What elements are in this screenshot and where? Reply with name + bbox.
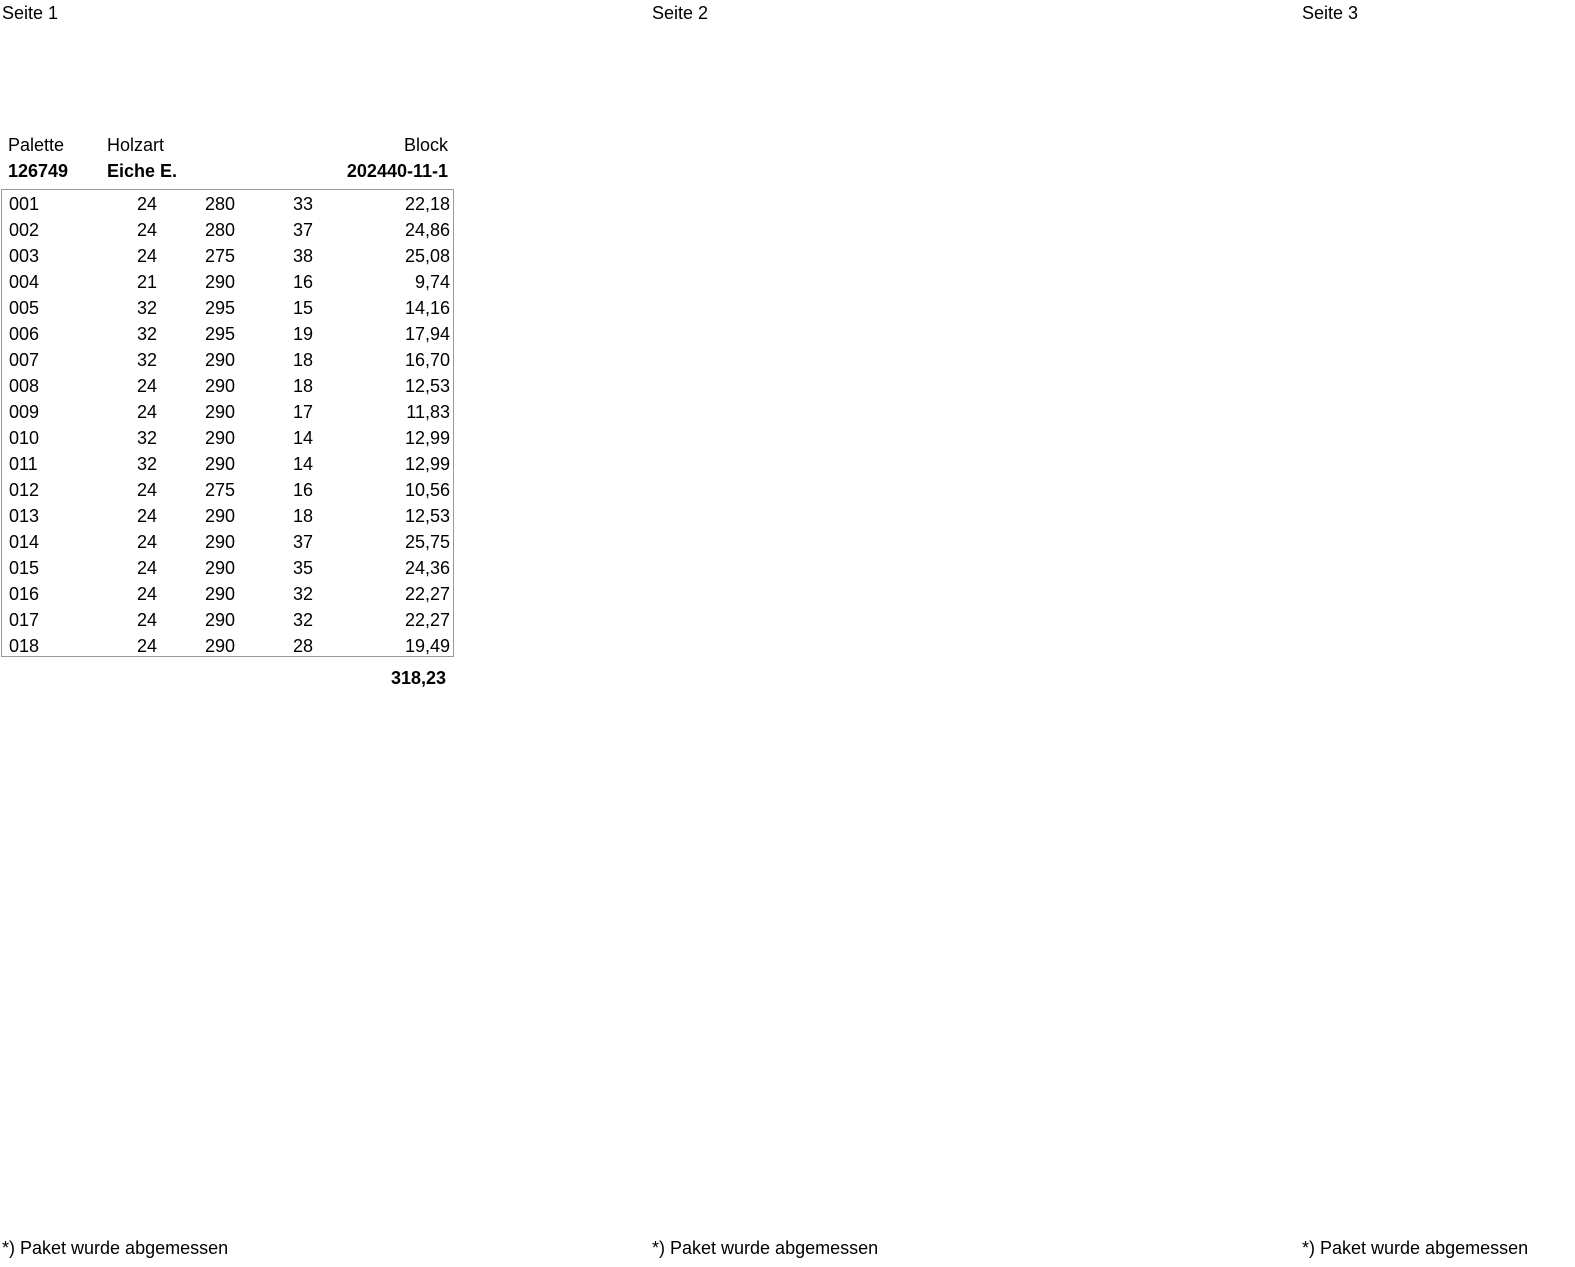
- package-thickness: 32: [136, 350, 157, 370]
- holzart-label: Holzart: [107, 135, 165, 155]
- package-volume: 16,70: [404, 350, 450, 370]
- package-number: 010: [9, 428, 40, 448]
- package-length: 290: [204, 454, 235, 474]
- package-thickness: 24: [136, 194, 157, 214]
- package-pieces: 37: [292, 220, 313, 240]
- header-values: [0, 158, 456, 184]
- package-length: 290: [204, 584, 235, 604]
- package-thickness: 24: [136, 480, 157, 500]
- package-length: 280: [204, 220, 235, 240]
- package-pieces: 15: [292, 298, 313, 318]
- holzart-value: Eiche E.: [107, 161, 178, 181]
- package-number: 005: [9, 298, 40, 318]
- package-thickness: 24: [136, 584, 157, 604]
- package-volume: 14,16: [404, 298, 450, 318]
- page-label-3: Seite 3: [1302, 3, 1359, 23]
- block-label: Block: [403, 135, 448, 155]
- package-thickness: 24: [136, 610, 157, 630]
- package-length: 275: [204, 480, 235, 500]
- package-pieces: 14: [292, 428, 313, 448]
- package-length: 295: [204, 324, 235, 344]
- package-length: 295: [204, 298, 235, 318]
- package-thickness: 24: [136, 636, 157, 656]
- palette-value: 126749: [8, 161, 69, 181]
- package-thickness: 24: [136, 246, 157, 266]
- package-number: 008: [9, 376, 40, 396]
- package-length: 290: [204, 636, 235, 656]
- package-pieces: 17: [292, 402, 313, 422]
- package-volume: 12,53: [404, 506, 450, 526]
- package-pieces: 28: [292, 636, 313, 656]
- package-volume: 11,83: [406, 402, 450, 422]
- package-length: 290: [204, 532, 235, 552]
- package-length: 290: [204, 428, 235, 448]
- table-row: [2, 269, 455, 295]
- package-thickness: 32: [136, 454, 157, 474]
- package-volume: 19,49: [404, 636, 450, 656]
- page-label-2: Seite 2: [652, 3, 709, 23]
- package-number: 003: [9, 246, 40, 266]
- package-number: 009: [9, 402, 40, 422]
- package-pieces: 16: [292, 480, 313, 500]
- table-row: [2, 555, 455, 581]
- package-length: 280: [204, 194, 235, 214]
- table-row: [2, 529, 455, 555]
- package-length: 290: [204, 402, 235, 422]
- table-row: [2, 191, 455, 217]
- table-row: [2, 503, 455, 529]
- total-volume: 318,23: [390, 668, 446, 688]
- package-length: 290: [204, 610, 235, 630]
- package-volume: 25,08: [404, 246, 450, 266]
- table-row: [2, 633, 455, 659]
- package-volume: 12,99: [404, 428, 450, 448]
- package-pieces: 32: [292, 610, 313, 630]
- package-volume: 12,53: [404, 376, 450, 396]
- package-volume: 10,56: [404, 480, 450, 500]
- package-thickness: 32: [136, 428, 157, 448]
- header-labels: [0, 132, 456, 158]
- package-number: 011: [9, 454, 38, 474]
- package-number: 001: [9, 194, 40, 214]
- package-number: 012: [9, 480, 40, 500]
- package-number: 016: [9, 584, 40, 604]
- package-length: 290: [204, 506, 235, 526]
- package-number: 014: [9, 532, 40, 552]
- package-volume: 25,75: [404, 532, 450, 552]
- package-volume: 17,94: [404, 324, 450, 344]
- package-thickness: 24: [136, 506, 157, 526]
- table-row: [2, 217, 455, 243]
- table-row: [2, 451, 455, 477]
- package-length: 290: [204, 376, 235, 396]
- package-pieces: 38: [292, 246, 313, 266]
- table-row: [2, 581, 455, 607]
- footnote-page-3: *) Paket wurde abgemessen: [1302, 1238, 1529, 1258]
- table-row: [2, 425, 455, 451]
- page-label-1: Seite 1: [2, 3, 59, 23]
- table-row: [2, 477, 455, 503]
- table-row: [2, 321, 455, 347]
- package-thickness: 32: [136, 298, 157, 318]
- package-number: 013: [9, 506, 40, 526]
- package-volume: 24,86: [404, 220, 450, 240]
- table-row: [2, 295, 455, 321]
- package-volume: 22,27: [404, 584, 450, 604]
- table-row: [2, 347, 455, 373]
- package-pieces: 18: [292, 350, 313, 370]
- package-volume: 24,36: [404, 558, 450, 578]
- footnote-page-1: *) Paket wurde abgemessen: [2, 1238, 229, 1258]
- table-row: [2, 399, 455, 425]
- table-row: [2, 243, 455, 269]
- package-thickness: 21: [136, 272, 157, 292]
- package-thickness: 24: [136, 532, 157, 552]
- package-pieces: 32: [292, 584, 313, 604]
- package-pieces: 33: [292, 194, 313, 214]
- package-number: 018: [9, 636, 40, 656]
- package-thickness: 24: [136, 402, 157, 422]
- package-volume: 12,99: [404, 454, 450, 474]
- package-volume: 22,27: [404, 610, 450, 630]
- package-number: 006: [9, 324, 40, 344]
- package-pieces: 35: [292, 558, 313, 578]
- package-thickness: 24: [136, 376, 157, 396]
- package-volume: 9,74: [414, 272, 450, 292]
- package-thickness: 24: [136, 558, 157, 578]
- package-length: 290: [204, 350, 235, 370]
- package-pieces: 14: [292, 454, 313, 474]
- package-length: 290: [204, 272, 235, 292]
- package-pieces: 18: [292, 376, 313, 396]
- package-thickness: 32: [136, 324, 157, 344]
- table-row: [2, 607, 455, 633]
- package-pieces: 16: [292, 272, 313, 292]
- package-number: 017: [9, 610, 40, 630]
- package-number: 015: [9, 558, 40, 578]
- footnote-page-2: *) Paket wurde abgemessen: [652, 1238, 879, 1258]
- package-number: 002: [9, 220, 40, 240]
- package-volume: 22,18: [404, 194, 450, 214]
- palette-label: Palette: [8, 135, 65, 155]
- package-length: 290: [204, 558, 235, 578]
- package-number: 007: [9, 350, 40, 370]
- block-value: 202440-11-1: [346, 161, 448, 181]
- package-pieces: 19: [292, 324, 313, 344]
- table-row: [2, 373, 455, 399]
- package-pieces: 18: [292, 506, 313, 526]
- package-pieces: 37: [292, 532, 313, 552]
- package-length: 275: [204, 246, 235, 266]
- package-number: 004: [9, 272, 40, 292]
- package-thickness: 24: [136, 220, 157, 240]
- package-table: [1, 189, 454, 657]
